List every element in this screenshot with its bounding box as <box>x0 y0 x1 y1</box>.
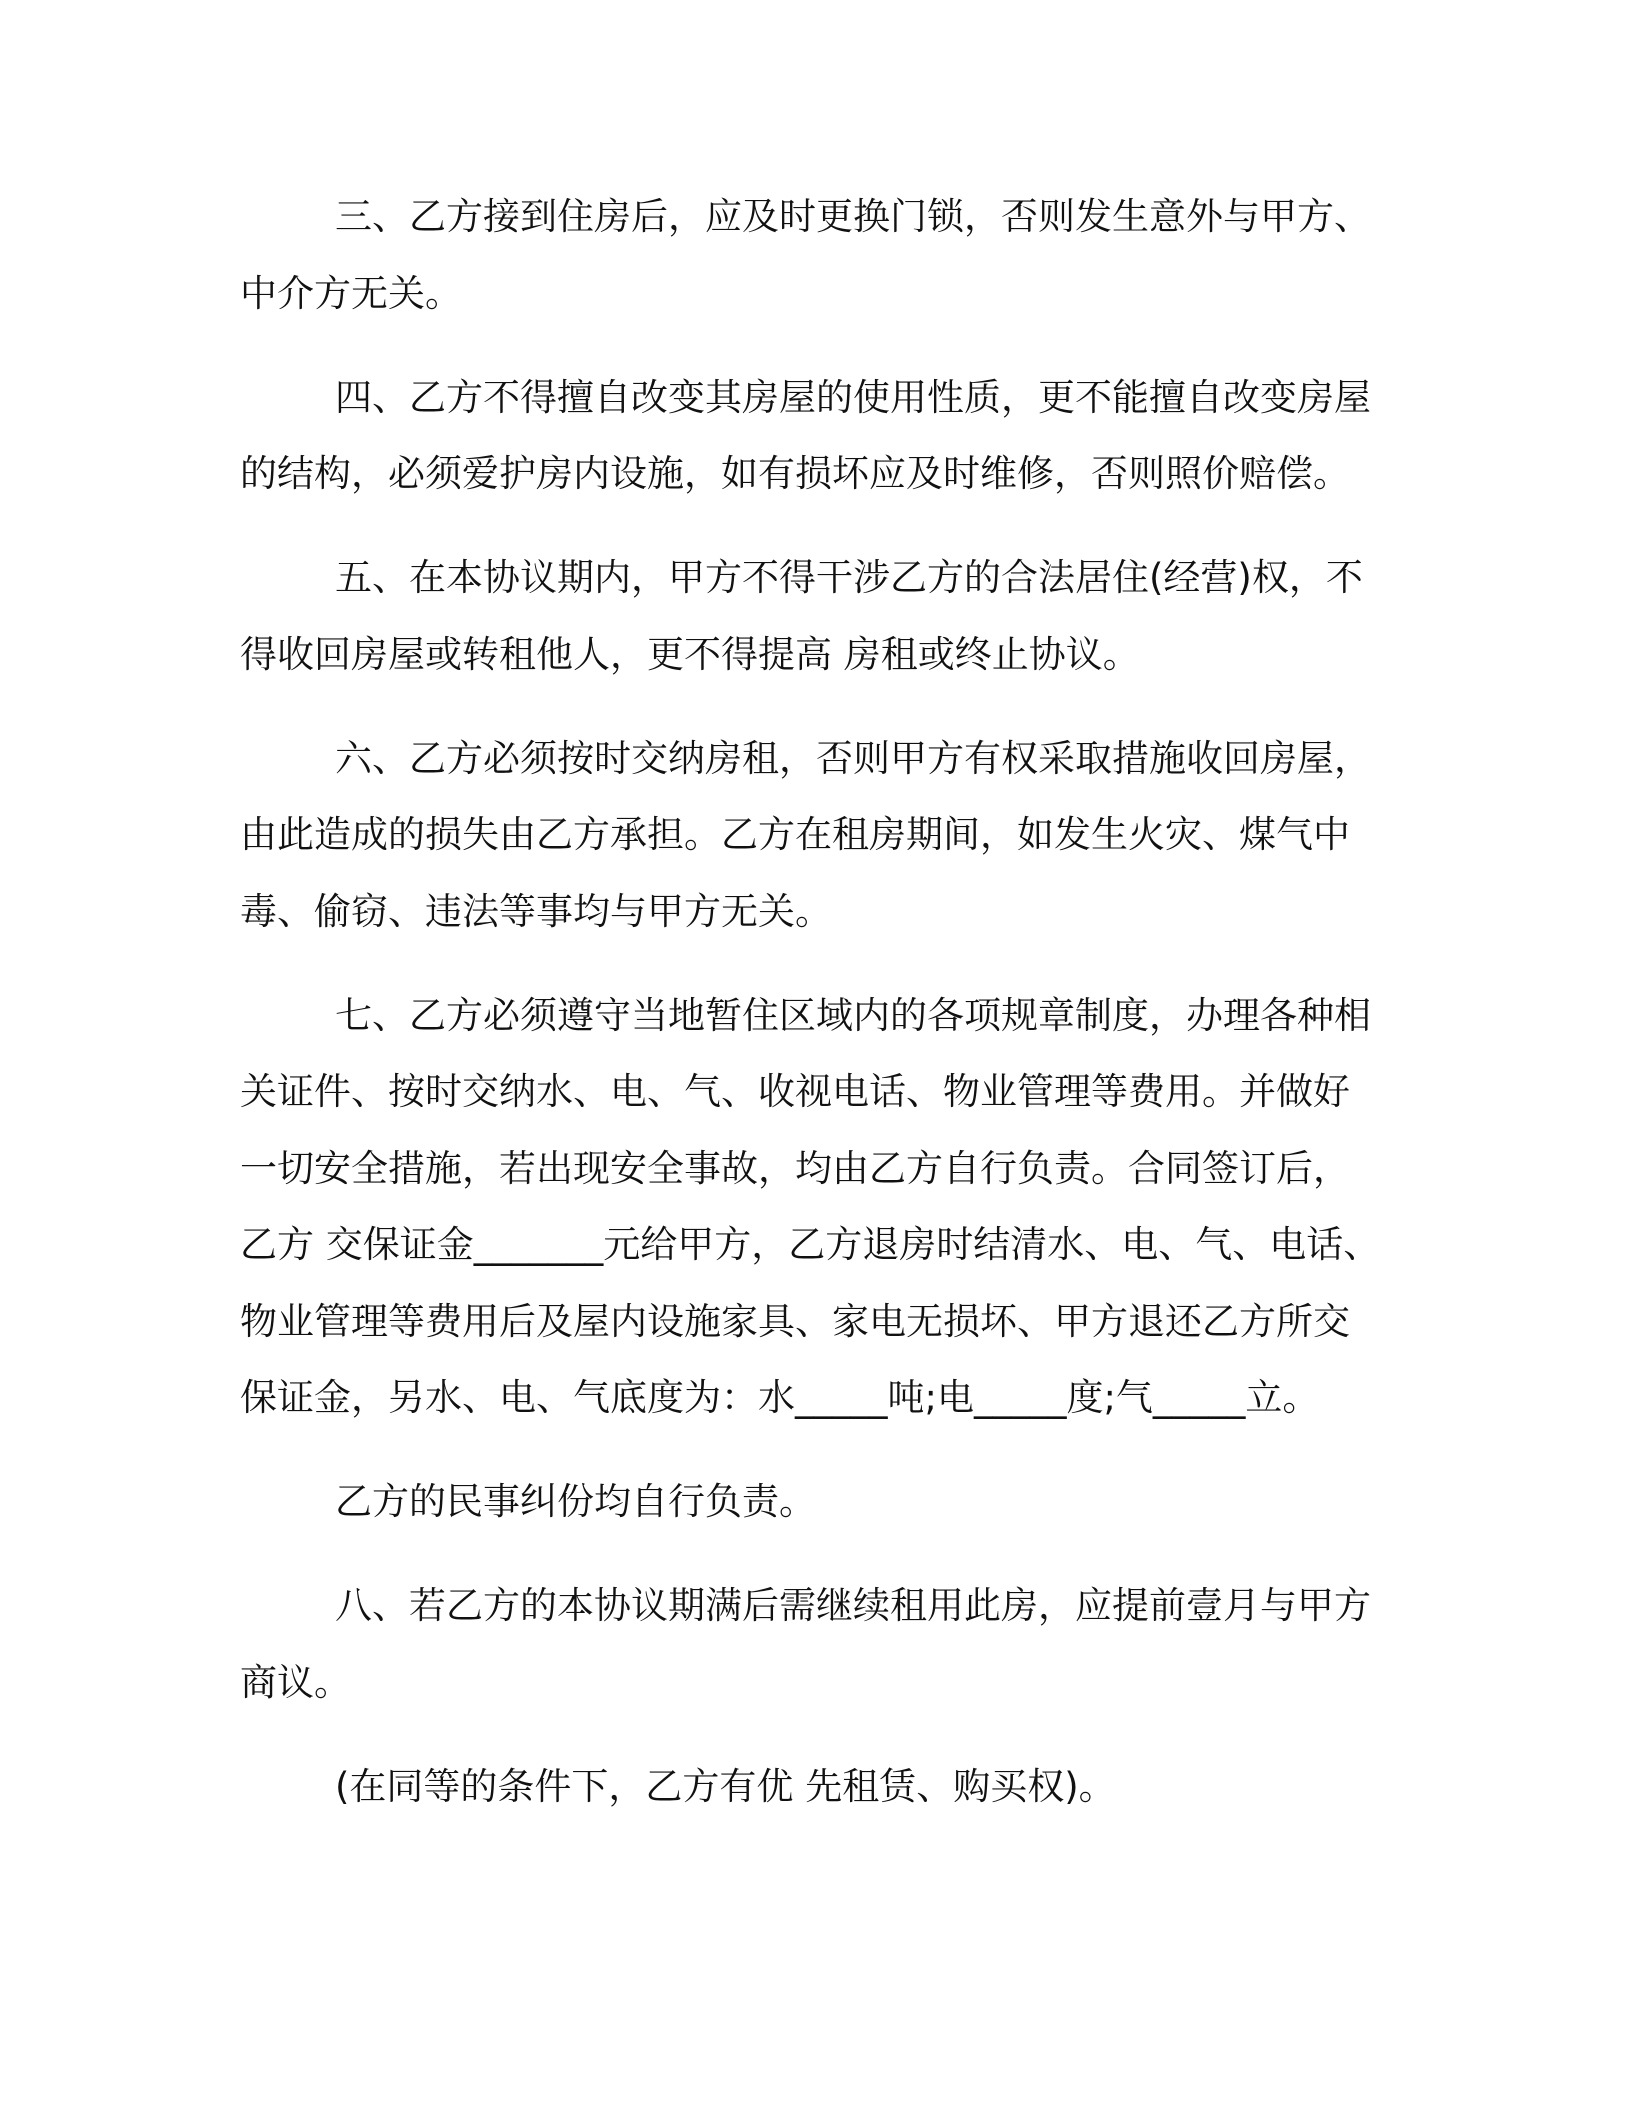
text-line: 三、乙方接到住房后，应及时更换门锁，否则发生意外与甲方、 <box>335 195 1371 238</box>
civil-dispute-paragraph <box>240 1464 1632 1541</box>
text-line: 得收回房屋或转租他人，更不得提高 房租或终止协议。 <box>240 632 1140 676</box>
text-line: 的结构，必须爱护房内设施，如有损坏应及时维修，否则照价赔偿。 <box>240 452 1350 495</box>
clause-5-paragraph <box>240 540 1632 693</box>
priority-right-paragraph <box>240 1749 1632 1826</box>
clause-7-paragraph <box>240 978 1632 1437</box>
text-line: 乙方的民事纠份均自行负责。 <box>335 1480 816 1523</box>
text-line: 物业管理等费用后及屋内设施家具、家电无损坏、甲方退还乙方所交 <box>240 1299 1350 1343</box>
clause-4-paragraph <box>240 360 1632 513</box>
clause-6-paragraph <box>240 721 1632 951</box>
text-line: 中介方无关。 <box>240 271 462 315</box>
clause-8-paragraph <box>240 1568 1632 1721</box>
text-line: 七、乙方必须遵守当地暂住区域内的各项规章制度，办理各种相 <box>335 993 1371 1037</box>
text-line: 关证件、按时交纳水、电、气、收视电话、物业管理等费用。并做好 <box>240 1070 1350 1113</box>
text-line: 毒、偷窃、违法等事均与甲方无关。 <box>240 889 832 933</box>
text-line: 五、在本协议期内，甲方不得干涉乙方的合法居住(经营)权，不 <box>335 556 1363 599</box>
clause-3-paragraph <box>240 179 1632 332</box>
text-line: 一切安全措施，若出现安全事故，均由乙方自行负责。合同签订后， <box>240 1146 1350 1190</box>
text-line: 乙方 交保证金_______元给甲方，乙方退房时结清水、电、气、电话、 <box>240 1223 1381 1266</box>
text-line: (在同等的条件下，乙方有优 先租赁、购买权)。 <box>335 1764 1116 1808</box>
text-line: 商议。 <box>240 1660 351 1704</box>
text-line: 八、若乙方的本协议期满后需继续租用此房，应提前壹月与甲方 <box>335 1584 1371 1627</box>
text-line: 六、乙方必须按时交纳房租，否则甲方有权采取措施收回房屋， <box>335 736 1371 780</box>
text-line: 由此造成的损失由乙方承担。乙方在租房期间，如发生火灾、煤气中 <box>240 813 1350 856</box>
text-line: 四、乙方不得擅自改变其房屋的使用性质，更不能擅自改变房屋 <box>335 375 1371 419</box>
text-line: 保证金，另水、电、气底度为：水_____吨;电_____度;气_____立。 <box>240 1376 1320 1419</box>
